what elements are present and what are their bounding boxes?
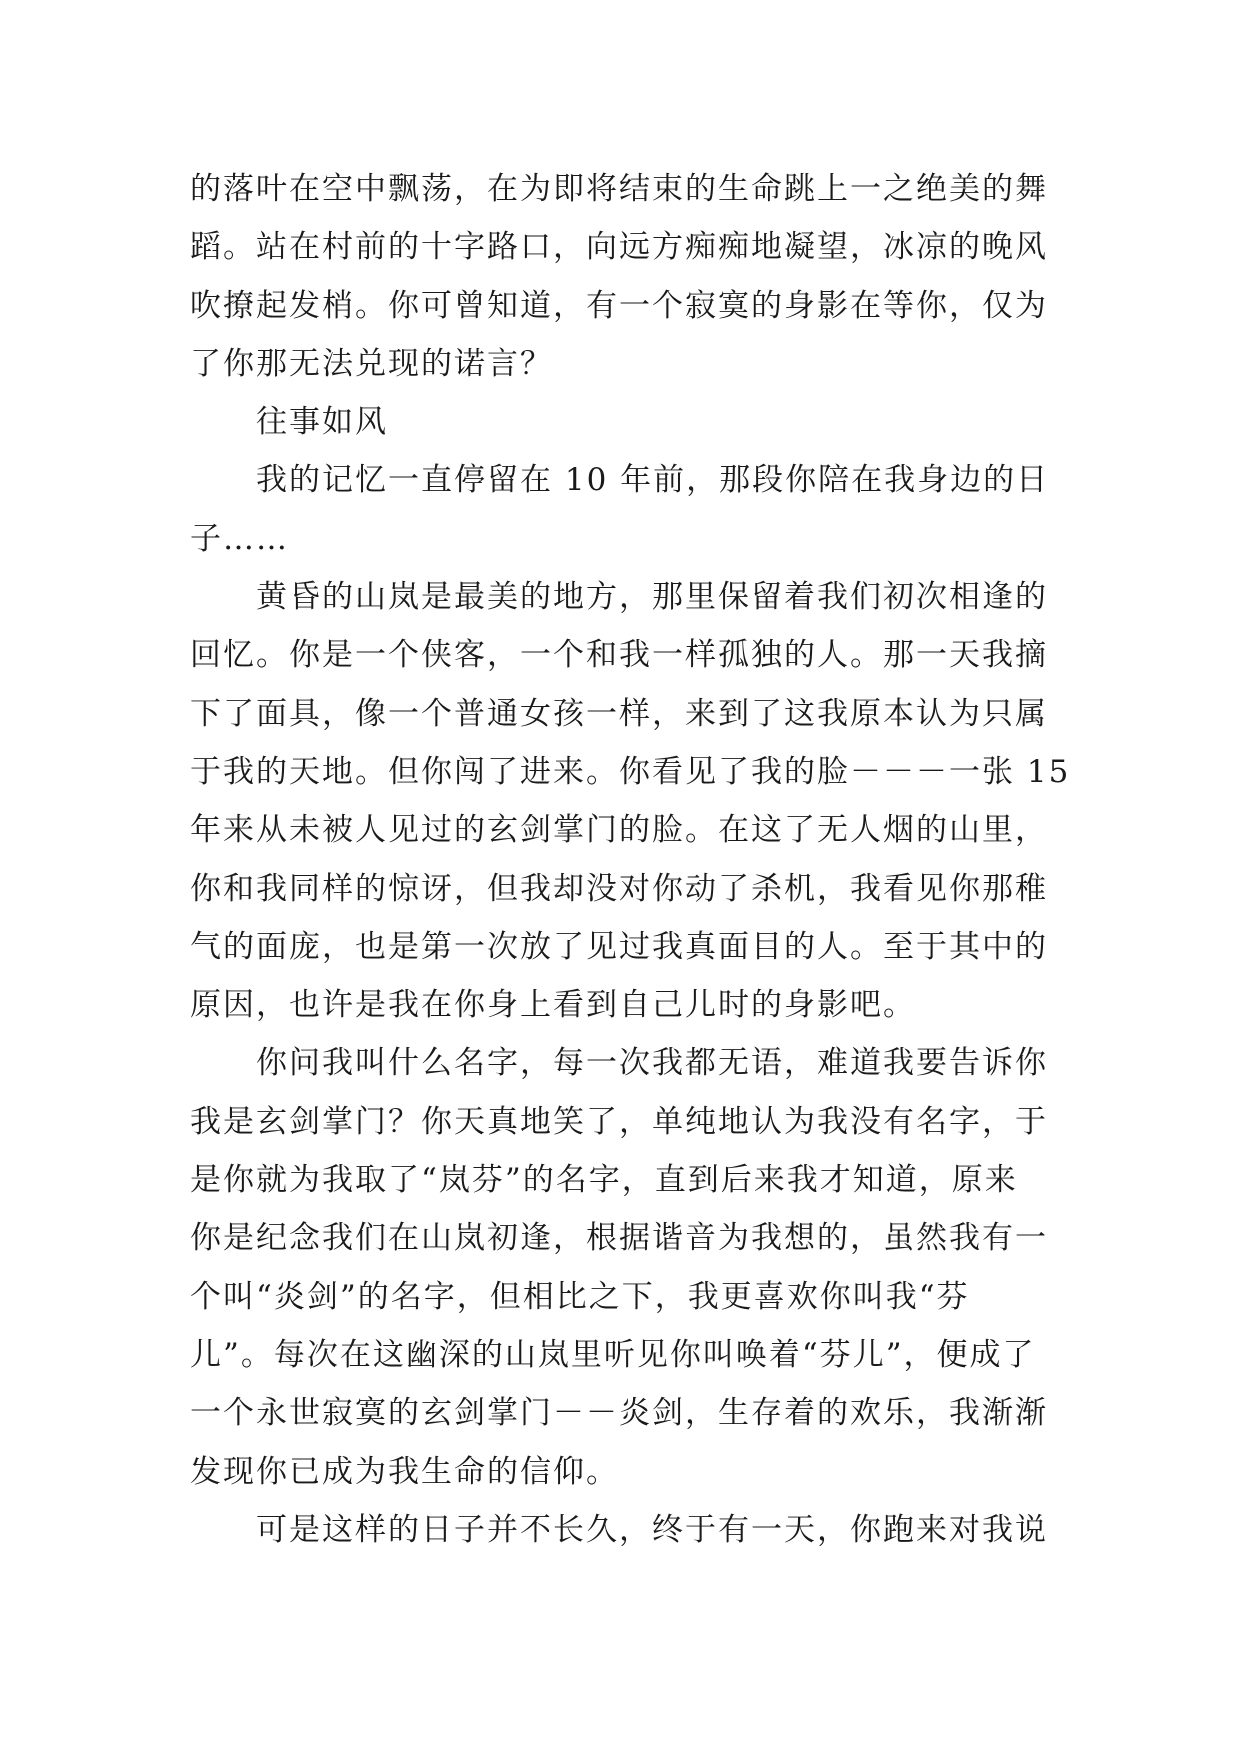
text-line: 儿”。每次在这幽深的山岚里听见你叫唤着“芬儿”，便成了 (190, 1336, 1036, 1373)
text-line: 了你那无法兑现的诺言？ (190, 345, 553, 382)
text-line: 气的面庞，也是第一次放了见过我真面目的人。至于其中的 (190, 928, 1048, 965)
text-line: 原因，也许是我在你身上看到自己儿时的身影吧。 (190, 987, 916, 1024)
text-line: 你问我叫什么名字，每一次我都无语，难道我要告诉你 (256, 1045, 1048, 1082)
text-line: 可是这样的日子并不长久，终于有一天，你跑来对我说 (256, 1511, 1048, 1548)
text-line: 个叫“炎剑”的名字，但相比之下，我更喜欢你叫我“芬 (190, 1278, 970, 1315)
text-line: 发现你已成为我生命的信仰。 (190, 1453, 619, 1490)
text-line: 你是纪念我们在山岚初逢，根据谐音为我想的，虽然我有一 (190, 1220, 1048, 1257)
text-line: 年来从未被人见过的玄剑掌门的脸。在这了无人烟的山里， (190, 812, 1048, 849)
text-line: 蹈。站在村前的十字路口，向远方痴痴地凝望，冰凉的晚风 (190, 229, 1048, 266)
text-line: 回忆。你是一个侠客，一个和我一样孤独的人。那一天我摘 (190, 637, 1048, 674)
text-line: 于我的天地。但你闯了进来。你看见了我的脸－－－一张 15 (190, 753, 1071, 790)
text-line: 子…… (190, 520, 289, 557)
text-line: 黄昏的山岚是最美的地方，那里保留着我们初次相逢的 (256, 579, 1048, 616)
text-line: 吹撩起发梢。你可曾知道，有一个寂寞的身影在等你，仅为 (190, 287, 1048, 324)
text-line: 是你就为我取了“岚芬”的名字，直到后来我才知道，原来 (190, 1162, 1018, 1199)
text-line: 我的记忆一直停留在 10 年前，那段你陪在我身边的日 (256, 462, 1050, 499)
text-line: 往事如风 (256, 404, 388, 441)
text-line: 一个永世寂寞的玄剑掌门－－炎剑，生存着的欢乐，我渐渐 (190, 1395, 1048, 1432)
text-line: 我是玄剑掌门？你天真地笑了，单纯地认为我没有名字，于 (190, 1103, 1048, 1140)
text-line: 你和我同样的惊讶，但我却没对你动了杀机，我看见你那稚 (190, 870, 1048, 907)
text-line: 的落叶在空中飘荡，在为即将结束的生命跳上一之绝美的舞 (190, 171, 1048, 207)
text-line: 下了面具，像一个普通女孩一样，来到了这我原本认为只属 (190, 695, 1048, 732)
document-body (190, 160, 1070, 1559)
